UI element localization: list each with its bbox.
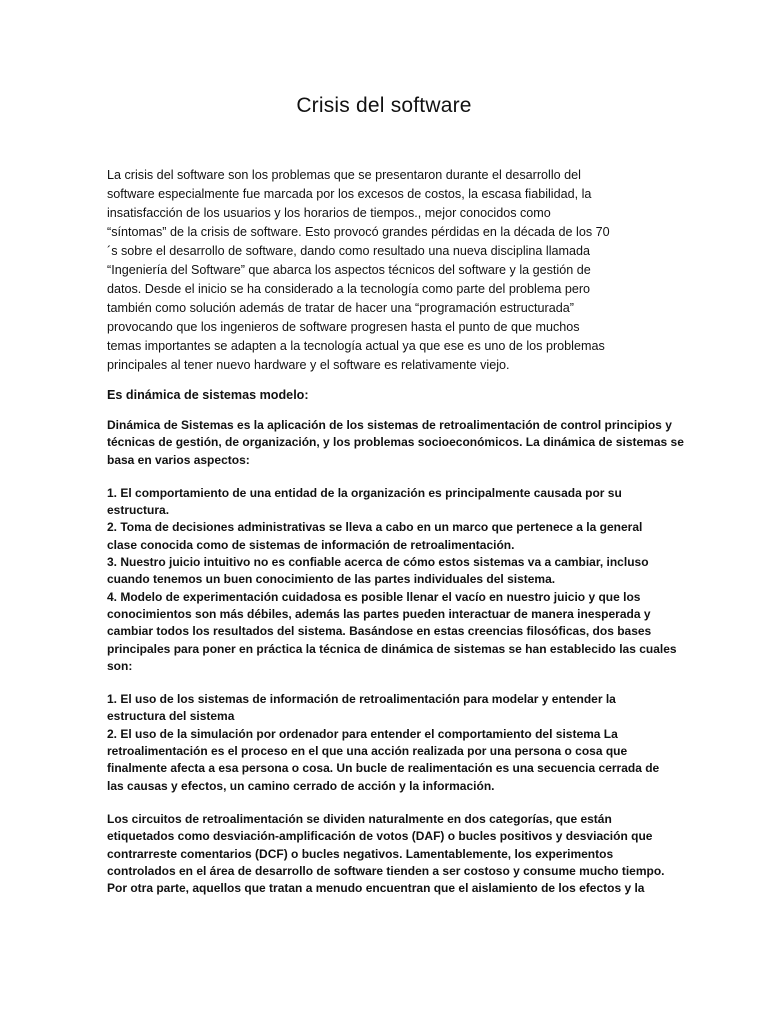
- text-line: principales para poner en práctica la técnica de dinámica de sistemas se han establecido las cuales: [107, 641, 677, 656]
- text-line: también como solución además de tratar de hacer una “programación estructurada”: [107, 301, 574, 315]
- text-line: las causas y efectos, un camino cerrado de acción y la información.: [107, 778, 495, 793]
- text-line: 2. El uso de la simulación por ordenador para entender el comportamiento del sistema La: [107, 726, 618, 741]
- section-heading: Es dinámica de sistemas modelo:: [107, 388, 309, 402]
- text-line: 2. Toma de decisiones administrativas se lleva a cabo en un marco que pertenece a la general: [107, 520, 643, 535]
- text-line: retroalimentación es el proceso en el que una acción realizada por una persona o cosa que: [107, 744, 628, 759]
- text-line: Los circuitos de retroalimentación se dividen naturalmente en dos categorías, que están: [107, 811, 612, 826]
- text-line: cuando tenemos un buen conocimiento de las partes individuales del sistema.: [107, 572, 556, 587]
- text-line: conocimientos son más débiles, además las partes pueden interactuar de manera inesperada y: [107, 606, 651, 621]
- text-line: finalmente afecta a esa persona o cosa. Un bucle de realimentación es una secuencia cerrada de: [107, 761, 660, 776]
- document-body: [107, 166, 684, 913]
- text-line: 1. El uso de los sistemas de información de retroalimentación para modelar y entender la: [107, 692, 616, 707]
- definition-paragraph: [107, 417, 684, 469]
- text-line: 4. Modelo de experimentación cuidadosa es posible llenar el vacío en nuestro juicio y que los: [107, 589, 641, 604]
- text-line: “síntomas” de la crisis de software. Esto provocó grandes pérdidas en la década de los 70: [107, 225, 610, 239]
- text-line: basa en varios aspectos:: [107, 452, 250, 467]
- text-line: provocando que los ingenieros de software progresen hasta el punto de que muchos: [107, 320, 580, 334]
- text-line: son:: [107, 658, 133, 673]
- text-line: Por otra parte, aquellos que tratan a menudo encuentran que el aislamiento de los efectos y la: [107, 881, 645, 896]
- text-line: cambiar todos los resultados del sistema. Basándose en estas creencias filosóficas, dos bases: [107, 624, 652, 639]
- text-line: clase conocida como de sistemas de información de retroalimentación.: [107, 537, 515, 552]
- text-line: software especialmente fue marcada por los excesos de costos, la escasa fiabilidad, la: [107, 187, 592, 201]
- text-line: 3. Nuestro juicio intuitivo no es confiable acerca de cómo estos sistemas va a cambiar, incluso: [107, 555, 649, 570]
- text-line: 1. El comportamiento de una entidad de la organización es principalmente causada por su: [107, 485, 622, 500]
- text-line: ´s sobre el desarrollo de software, dando como resultado una nueva disciplina llamada: [107, 244, 591, 258]
- text-line: datos. Desde el inicio se ha considerado a la tecnología como parte del problema pero: [107, 282, 591, 296]
- text-line: “Ingeniería del Software” que abarca los aspectos técnicos del software y la gestión de: [107, 263, 591, 277]
- aspects-list: [107, 485, 677, 675]
- bases-list: [107, 691, 659, 795]
- text-line: temas importantes se adapten a la tecnología actual ya que ese es uno de los problemas: [107, 339, 605, 353]
- text-line: La crisis del software son los problemas que se presentaron durante el desarrollo del: [107, 168, 581, 182]
- text-line: contrarreste comentarios (DCF) o bucles negativos. Lamentablemente, los experimentos: [107, 846, 614, 861]
- text-line: controlados en el área de desarrollo de software tienden a ser costoso y consume mucho tiempo.: [107, 863, 665, 878]
- document-title: Crisis del software: [296, 94, 472, 117]
- circuits-paragraph: [107, 811, 665, 897]
- text-line: principales al tener nuevo hardware y el software es relativamente viejo.: [107, 358, 510, 372]
- text-line: Dinámica de Sistemas es la aplicación de los sistemas de retroalimentación de control principios y: [107, 418, 672, 432]
- text-line: estructura del sistema: [107, 709, 235, 724]
- text-line: etiquetados como desviación-amplificación de votos (DAF) o bucles positivos y desviación que: [107, 829, 653, 844]
- intro-paragraph: [107, 166, 659, 375]
- text-line: insatisfacción de los usuarios y los horarios de tiempos., mejor conocidos como: [107, 206, 551, 220]
- text-line: estructura.: [107, 503, 170, 518]
- text-line: técnicas de gestión, de organización, y los problemas socioeconómicos. La dinámica de sistemas se: [107, 435, 684, 450]
